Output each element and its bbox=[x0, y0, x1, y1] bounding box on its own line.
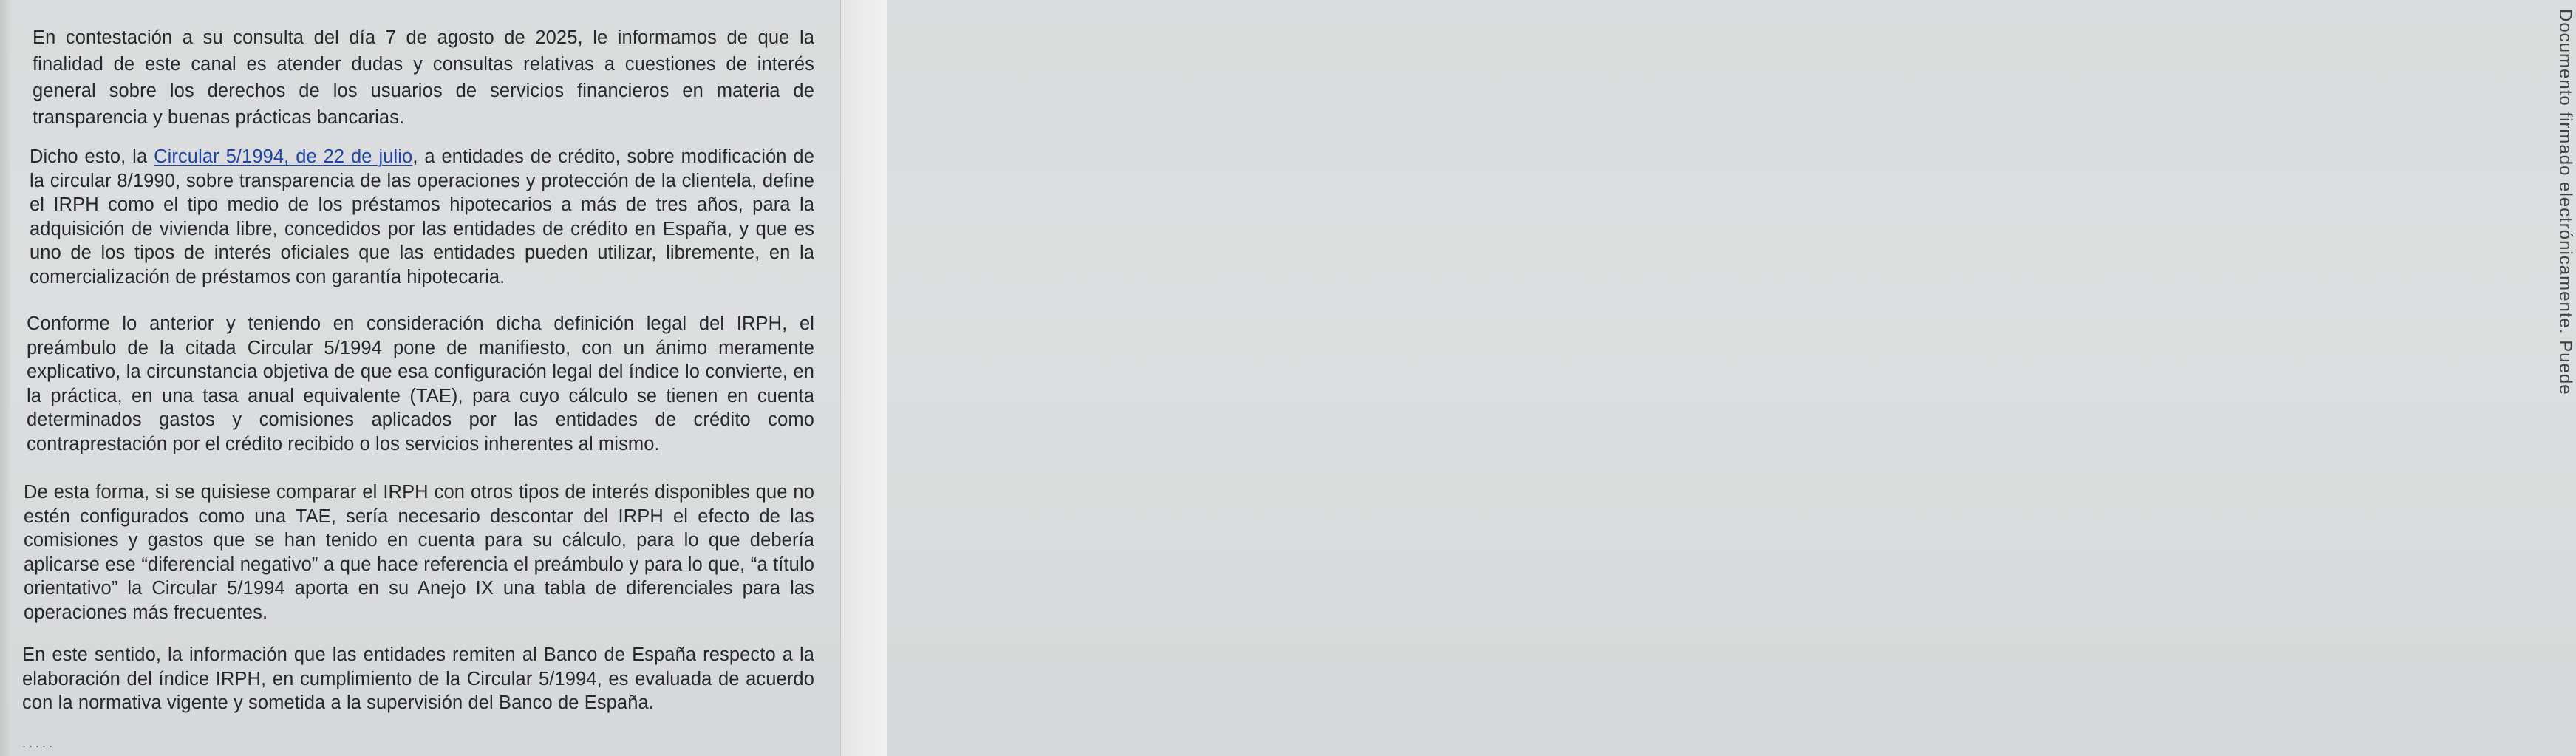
document-page bbox=[0, 0, 831, 756]
paragraph-irph-tae: Conforme lo anterior y teniendo en consideración dicha definición legal del IRPH, el preámbulo de la citada Circular 5/1994 pone de manifiesto, con un ánimo meramente explicativo, la circunstancia objetiva de que esa configuración legal del índice lo convierte, en la práctica, en una tasa anual equivalente (TAE), para cuyo cálculo se tienen en cuenta determinados gastos y comisiones aplicados por las entidades de crédito como contraprestación por el crédito recibido o los servicios inherentes al mismo. bbox=[27, 313, 814, 454]
signature-stamp-text: Documento firmado electrónicamente. Puede bbox=[2555, 9, 2575, 395]
cutoff-next-line: ..... bbox=[22, 735, 56, 750]
paragraph-supervision-banco: En este sentido, la información que las entidades remiten al Banco de España respecto a la elaboración del índice IRPH, en cumplimiento de la Circular 5/1994, es evaluada de acuerdo con la normativa vigente y sometida a la supervisión del Banco de España. bbox=[22, 644, 814, 713]
paragraph-circular-definition bbox=[30, 145, 814, 289]
paragraph-diferencial-negativo: De esta forma, si se quisiese comparar el IRPH con otros tipos de interés disponibles que no estén configurados como una TAE, sería necesario descontar del IRPH el efecto de las comisiones y gastos que se han tenido en cuenta para su cálculo, para lo que debería aplicarse ese “diferencial negativo” a que hace referencia el preámbulo y para lo que, “a título orientativo” la Circular 5/1994 aporta en su Anejo IX una tabla de diferenciales para las operaciones más frecuentes. bbox=[24, 482, 814, 623]
electronic-signature-stamp bbox=[840, 0, 2575, 756]
paragraph-2-rest-text: , a entidades de crédito, sobre modificación de la circular 8/1990, sobre transparencia de las operaciones y protección de la clientela, define el IRPH como el tipo medio de los préstamos hipotecarios a más de tres años, para la adquisición de vivienda libre, concedidos por las entidades de crédito en España, y que es uno de los tipos de interés oficiales que las entidades pueden utilizar, libremente, en la comercialización de préstamos con garantía hipotecaria. bbox=[30, 146, 814, 287]
paragraph-consulta-intro: En contestación a su consulta del día 7 de agosto de 2025, le informamos de que la finalidad de este canal es atender dudas y consultas relativas a cuestiones de interés general sobre los derechos de los usuarios de servicios financieros en materia de transparencia y buenas prácticas bancarias. bbox=[33, 27, 814, 128]
circular-5-1994-link[interactable]: Circular 5/1994, de 22 de julio bbox=[154, 146, 413, 167]
paragraph-2-lead-text: Dicho esto, la bbox=[30, 146, 154, 167]
